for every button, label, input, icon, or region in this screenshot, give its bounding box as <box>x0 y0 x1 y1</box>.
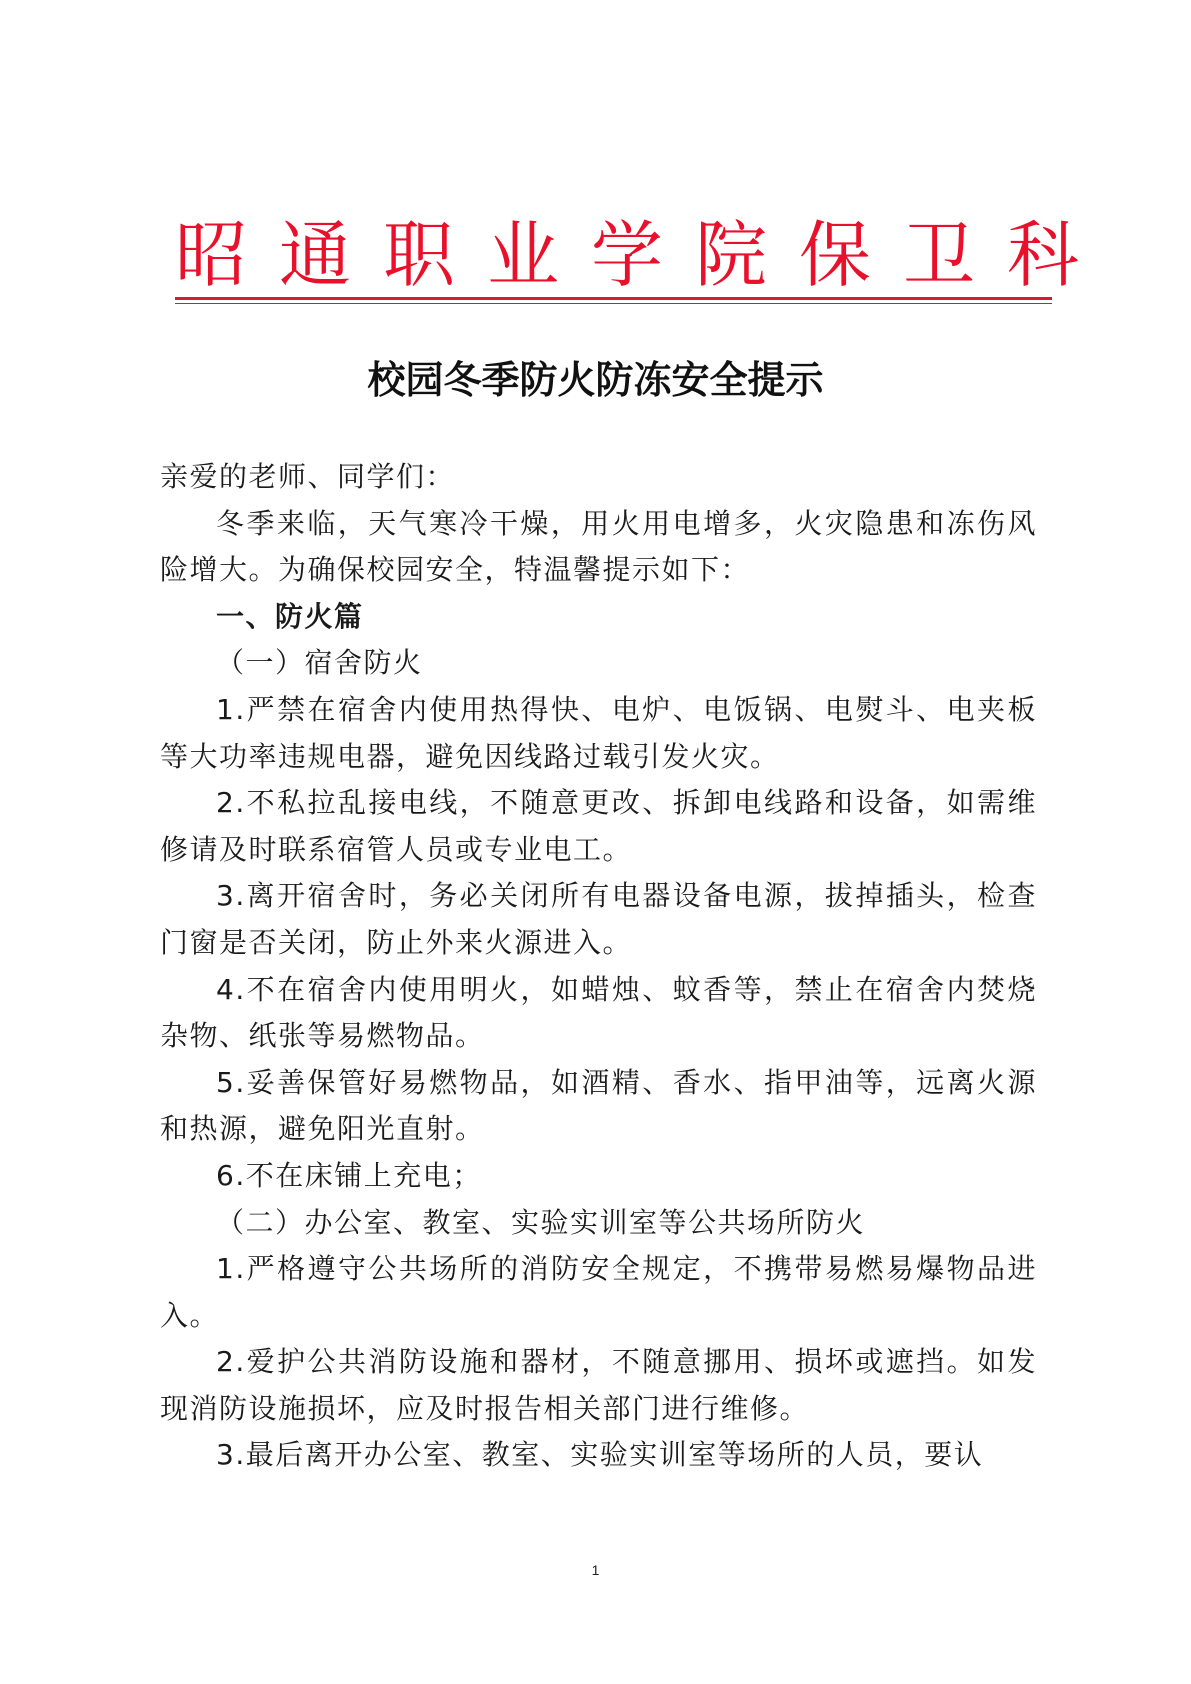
salutation: 亲爱的老师、同学们： <box>160 460 456 493</box>
intro-paragraph: 冬季来临，天气寒冷干燥，用火用电增多，火灾隐患和冻伤风险增大。为确保校园安全，特温馨提示如下： <box>160 506 1037 587</box>
item-text: 妥善保管好易燃物品，如酒精、香水、指甲油等，远离火源和热源，避免阳光直射。 <box>160 1065 1037 1146</box>
item-text: 最后离开办公室、教室、实验实训室等场所的人员，要认 <box>245 1438 984 1472</box>
list-item <box>160 1339 1037 1432</box>
header-rule-thin <box>175 303 1052 304</box>
item-number: 5. <box>216 1065 246 1099</box>
item-number: 1. <box>216 692 246 726</box>
item-number: 3. <box>216 1438 246 1472</box>
item-number: 1. <box>216 1252 246 1286</box>
list-item <box>160 1153 1037 1200</box>
item-text: 严禁在宿舍内使用热得快、电炉、电饭锅、电熨斗、电夹板等大功率违规电器，避免因线路过载引发火灾。 <box>160 692 1037 773</box>
list-item <box>160 1060 1037 1153</box>
item-text: 不私拉乱接电线，不随意更改、拆卸电线路和设备，如需维修请及时联系宿管人员或专业电工。 <box>160 786 1037 866</box>
item-number: 6. <box>216 1158 246 1192</box>
item-number: 2. <box>216 786 246 820</box>
document-body <box>160 454 1037 1479</box>
list-item <box>160 967 1037 1060</box>
item-text: 爱护公共消防设施和器材，不随意挪用、损坏或遮挡。如发现消防设施损坏，应及时报告相关部门进行维修。 <box>160 1345 1037 1425</box>
document-title: 校园冬季防火防冻安全提示 <box>367 357 824 402</box>
item-number: 2. <box>216 1345 246 1379</box>
item-text: 离开宿舍时，务必关闭所有电器设备电源，拔掉插头，检查门窗是否关闭，防止外来火源进入。 <box>160 879 1037 959</box>
list-item <box>160 687 1037 780</box>
header-rule-thick <box>175 297 1052 300</box>
item-text: 严格遵守公共场所的消防安全规定，不携带易燃易爆物品进入。 <box>160 1252 1037 1332</box>
item-text: 不在床铺上充电； <box>245 1158 482 1192</box>
subsection-heading-dorm: （一）宿舍防火 <box>216 646 423 680</box>
item-number: 4. <box>216 972 246 1006</box>
list-item <box>160 1246 1037 1339</box>
section-heading-fire: 一、防火篇 <box>216 599 364 633</box>
item-number: 3. <box>216 879 246 913</box>
list-item <box>160 873 1037 966</box>
organization-header: 昭通职业学院保卫科 <box>175 213 1112 297</box>
list-item <box>160 1432 1037 1479</box>
subsection-heading-public: （二）办公室、教室、实验实训室等公共场所防火 <box>216 1205 866 1239</box>
page-number: 1 <box>591 1562 600 1578</box>
list-item <box>160 780 1037 873</box>
item-text: 不在宿舍内使用明火，如蜡烛、蚊香等，禁止在宿舍内焚烧杂物、纸张等易燃物品。 <box>160 972 1037 1053</box>
